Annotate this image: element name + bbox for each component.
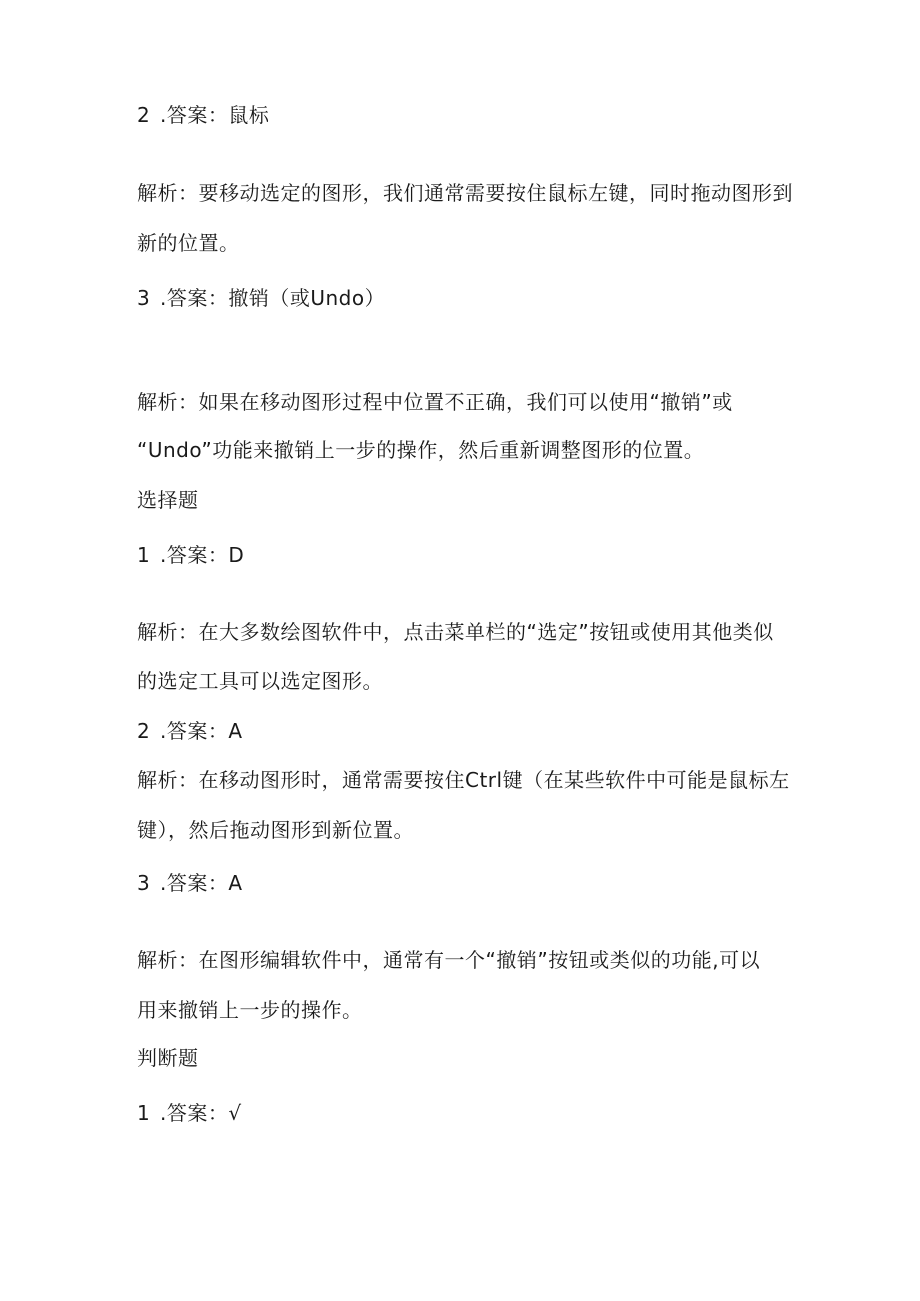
- item-number: 2: [137, 719, 151, 743]
- explanation-line: 解析：要移动选定的图形，我们通常需要按住鼠标左键，同时拖动图形到: [137, 181, 793, 205]
- explanation-line: 解析：在移动图形时，通常需要按住Ctrl键（在某些软件中可能是鼠标左: [137, 768, 790, 792]
- explanation-line: 解析：如果在移动图形过程中位置不正确，我们可以使用“撤销”或: [137, 390, 733, 414]
- answer-text: .答案：√: [160, 1101, 242, 1125]
- explanation-line: 键），然后拖动图形到新位置。: [137, 818, 414, 842]
- answer-line: [137, 543, 244, 567]
- answer-line: [137, 103, 269, 127]
- item-number: 3: [137, 286, 151, 310]
- answer-text: .答案：撤销（或Undo）: [160, 286, 386, 310]
- explanation-line: 解析：在图形编辑软件中，通常有一个“撤销”按钮或类似的功能,可以: [137, 948, 761, 972]
- explanation-line: 用来撤销上一步的操作。: [137, 998, 363, 1022]
- explanation-line: “Undo”功能来撤销上一步的操作，然后重新调整图形的位置。: [137, 438, 705, 462]
- answer-text: .答案：鼠标: [160, 103, 270, 127]
- answer-text: .答案：A: [160, 871, 243, 895]
- item-number: 3: [137, 871, 151, 895]
- section-heading: 判断题: [137, 1046, 199, 1070]
- item-number: 1: [137, 543, 151, 567]
- item-number: 1: [137, 1101, 151, 1125]
- answer-text: .答案：D: [160, 543, 245, 567]
- explanation-line: 解析：在大多数绘图软件中，点击菜单栏的“选定”按钮或使用其他类似: [137, 620, 774, 644]
- answer-text: .答案：A: [160, 719, 243, 743]
- answer-line: [137, 719, 243, 743]
- section-heading: 选择题: [137, 488, 199, 512]
- answer-line: [137, 286, 385, 310]
- item-number: 2: [137, 103, 151, 127]
- explanation-line: 新的位置。: [137, 231, 240, 255]
- answer-line: [137, 871, 243, 895]
- answer-line: [137, 1101, 242, 1125]
- explanation-line: 的选定工具可以选定图形。: [137, 669, 383, 693]
